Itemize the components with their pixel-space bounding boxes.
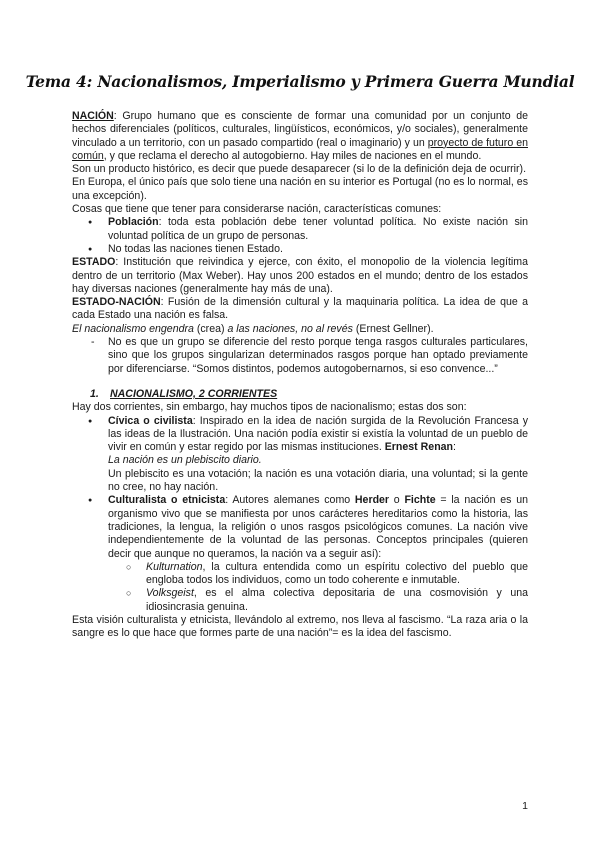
bullet-text: : Inspirado en la idea de nación surgida de la Revolución Francesa y las ideas de la Ilustración. Una nación podía existir si existía la voluntad de un pueblo de vivir en común y estar regido por las mismas instituciones. <box>108 414 528 454</box>
text: , y que reclama el derecho al autogobierno. Hay miles de naciones en el mundo. <box>103 149 482 162</box>
author-name: Fichte <box>404 494 436 507</box>
paragraph-estado-nacion <box>72 296 528 323</box>
sub-bullet-item <box>72 587 528 614</box>
quote: La nación es un plebiscito diario. <box>108 454 262 467</box>
bullet-text: No todas las naciones tienen Estado. <box>108 242 283 255</box>
paragraph-nacion <box>72 110 528 163</box>
paragraph-producto: Son un producto histórico, es decir que puede desaparecer (si lo de la definición deja de ocurrir). <box>72 163 527 176</box>
bullet-bold: Población <box>108 216 159 229</box>
dash-list <box>72 336 528 376</box>
bullet-item <box>72 243 528 256</box>
document-title: Tema 4: Nacionalismos, Imperialismo y Primera Guerra Mundial <box>25 72 575 91</box>
text: : Grupo humano que es consciente de formar una comunidad por un conjunto de hechos diferenciales (políticos, culturales, lingüísticos, económicos, y/o sociales), generalmente vinculado a un territorio, con un pasado compartido (real o imaginario) y un <box>72 110 528 149</box>
text: : Autores alemanes como <box>225 494 355 507</box>
text: : Institución que reivindica y ejerce, con éxito, el monopolio de la violencia legítima dentro de un territorio (Max Weber). Hay unos 200 estados en el mundo; dentro de los estados hay diversas naciones (generalmente hay más de una). <box>72 256 528 295</box>
bullet-item <box>72 216 528 243</box>
italic-text: a las naciones, no al revés <box>227 322 353 335</box>
text: (crea) <box>193 322 228 335</box>
sub-bullet-list <box>72 561 528 614</box>
section-heading <box>72 388 528 401</box>
text: , es el alma colectiva depositaria de una cosmovisión y una idiosincrasia genuina. <box>146 587 528 613</box>
paragraph-corrientes: Hay dos corrientes, sin embargo, hay muchos tipos de nacionalismo; estas dos son: <box>72 401 467 414</box>
bullet-bold: Cívica o civilista <box>108 414 193 427</box>
bullet-list-nacion <box>72 216 528 256</box>
author-name: Herder <box>354 494 390 507</box>
bullet-text: : toda esta población debe tener voluntad política. No existe nación sin voluntad política de un grupo de personas. <box>108 216 528 242</box>
text: (Ernest Gellner). <box>352 322 434 335</box>
section-title: NACIONALISMO, 2 CORRIENTES <box>110 387 278 400</box>
italic-term: Volksgeist <box>146 587 194 600</box>
bullet-bold: Culturalista o etnicista <box>108 494 226 507</box>
term-estado: ESTADO <box>72 256 116 269</box>
text: , la cultura entendida como un espíritu colectivo del pueblo que engloba todos los individuos, como un todo coherente e inmutable. <box>146 560 528 587</box>
paragraph-gellner <box>72 323 528 336</box>
bullet-text: Un plebiscito es una votación; la nación es una votación diaria, una voluntad; si la gente no cree, no hay nación. <box>108 467 528 494</box>
text: : Fusión de la dimensión cultural y la maquinaria política. La idea de que a cada Estado una nación es falsa. <box>72 296 528 322</box>
paragraph-estado <box>72 256 528 296</box>
bullet-item-civica <box>72 415 528 495</box>
sub-bullet-item <box>72 561 528 588</box>
document-body <box>72 110 528 641</box>
term-nacion: NACIÓN <box>72 110 114 122</box>
underlined-phrase: proyecto de futuro en común <box>72 136 528 162</box>
text: o <box>389 494 405 507</box>
bullet-item-culturalista <box>72 494 528 560</box>
paragraph-fascismo: Esta visión culturalista y etnicista, llevándolo al extremo, nos lleva al fascismo. “La raza aria o la sangre es lo que hace que formes parte de una nación”= es la idea del fascismo. <box>72 613 528 640</box>
page-number: 1 <box>522 800 528 812</box>
bullet-text: = la nación es un organismo vivo que se manifiesta por unos carácteres hereditarios como la historia, las tradiciones, la lengua, la religión o unos rasgos psicológicos comunes. La nación vive independientemente de la voluntad de las personas. Conceptos principales (quieren decir que aunque no queramos, la nación va a seguir así): <box>108 494 528 560</box>
paragraph-cosas: Cosas que tiene que tener para considerarse nación, características comunes: <box>72 203 442 216</box>
dash-item: - No es que un grupo se diferencie del resto porque tenga rasgos culturales particulares, sino que los grupos singularizan determinados rasgos porque han optado previamente por diferenciarse. “Somos distintos, podemos autogobernarnos, si eso convence...” <box>72 336 528 376</box>
author-name: Ernest Renan <box>384 441 454 454</box>
text: : <box>453 441 456 454</box>
italic-text: El nacionalismo engendra <box>72 322 194 335</box>
term-estado-nacion: ESTADO-NACIÓN <box>72 296 161 309</box>
paragraph-europa: En Europa, el único país que solo tiene una nación en su interior es Portugal (no es lo normal, es una excepción). <box>72 176 528 202</box>
section-number: 1. <box>90 387 99 400</box>
italic-term: Kulturnation <box>146 560 203 573</box>
bullet-list-corrientes <box>72 415 528 561</box>
